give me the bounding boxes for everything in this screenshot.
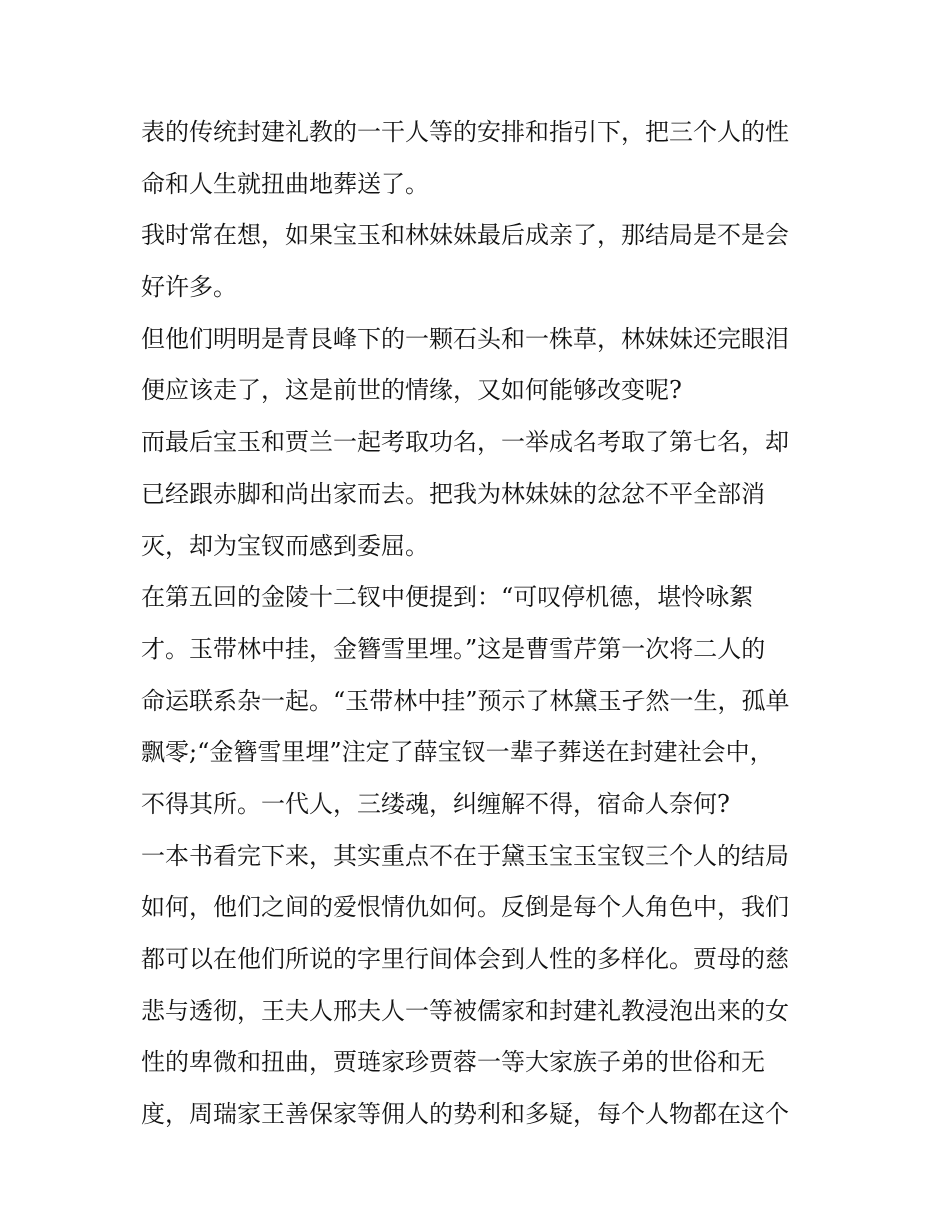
text-line: 而最后宝玉和贾兰一起考取功名，一举成名考取了第七名，却: [141, 428, 789, 457]
text-line: 便应该走了，这是前世的情缘，又如何能够改变呢?: [141, 376, 682, 405]
text-line: 在第五回的金陵十二钗中便提到：“可叹停机德，堪怜咏絮: [141, 583, 754, 612]
text-line: 但他们明明是青艮峰下的一颗石头和一株草，林妹妹还完眼泪: [141, 324, 789, 353]
text-line: 悲与透彻，王夫人邢夫人一等被儒家和封建礼教浸泡出来的女: [141, 996, 789, 1025]
text-line: 已经跟赤脚和尚出家而去。把我为林妹妹的忿忿不平全部消: [141, 479, 765, 508]
text-line: 才。玉带林中挂，金簪雪里埋。”这是曹雪芹第一次将二人的: [141, 634, 766, 663]
text-line: 好许多。: [141, 273, 237, 302]
text-line: 一本书看完下来，其实重点不在于黛玉宝玉宝钗三个人的结局: [141, 841, 789, 870]
text-line: 我时常在想，如果宝玉和林妹妹最后成亲了，那结局是不是会: [141, 221, 789, 250]
text-line: 性的卑微和扭曲，贾琏家珍贾蓉一等大家族子弟的世俗和无: [141, 1048, 765, 1077]
text-line: 命和人生就扭曲地葬送了。: [141, 169, 429, 198]
text-line: 不得其所。一代人，三缕魂，纠缠解不得，宿命人奈何?: [141, 789, 730, 818]
text-line: 如何，他们之间的爱恨情仇如何。反倒是每个人角色中，我们: [141, 893, 789, 922]
essay-text: [141, 112, 831, 1146]
text-line: 灭，却为宝钗而感到委屈。: [141, 531, 429, 560]
text-line: 度，周瑞家王善保家等佣人的势利和多疑，每个人物都在这个: [141, 1100, 789, 1129]
text-line: 表的传统封建礼教的一干人等的安排和指引下，把三个人的性: [141, 118, 789, 146]
text-line: 命运联系杂一起。“玉带林中挂”预示了林黛玉孑然一生，孤单: [141, 686, 790, 715]
text-line: 飘零;“金簪雪里埋”注定了薛宝钗一辈子葬送在封建社会中，: [141, 738, 774, 767]
text-line: 都可以在他们所说的字里行间体会到人性的多样化。贾母的慈: [141, 945, 789, 973]
